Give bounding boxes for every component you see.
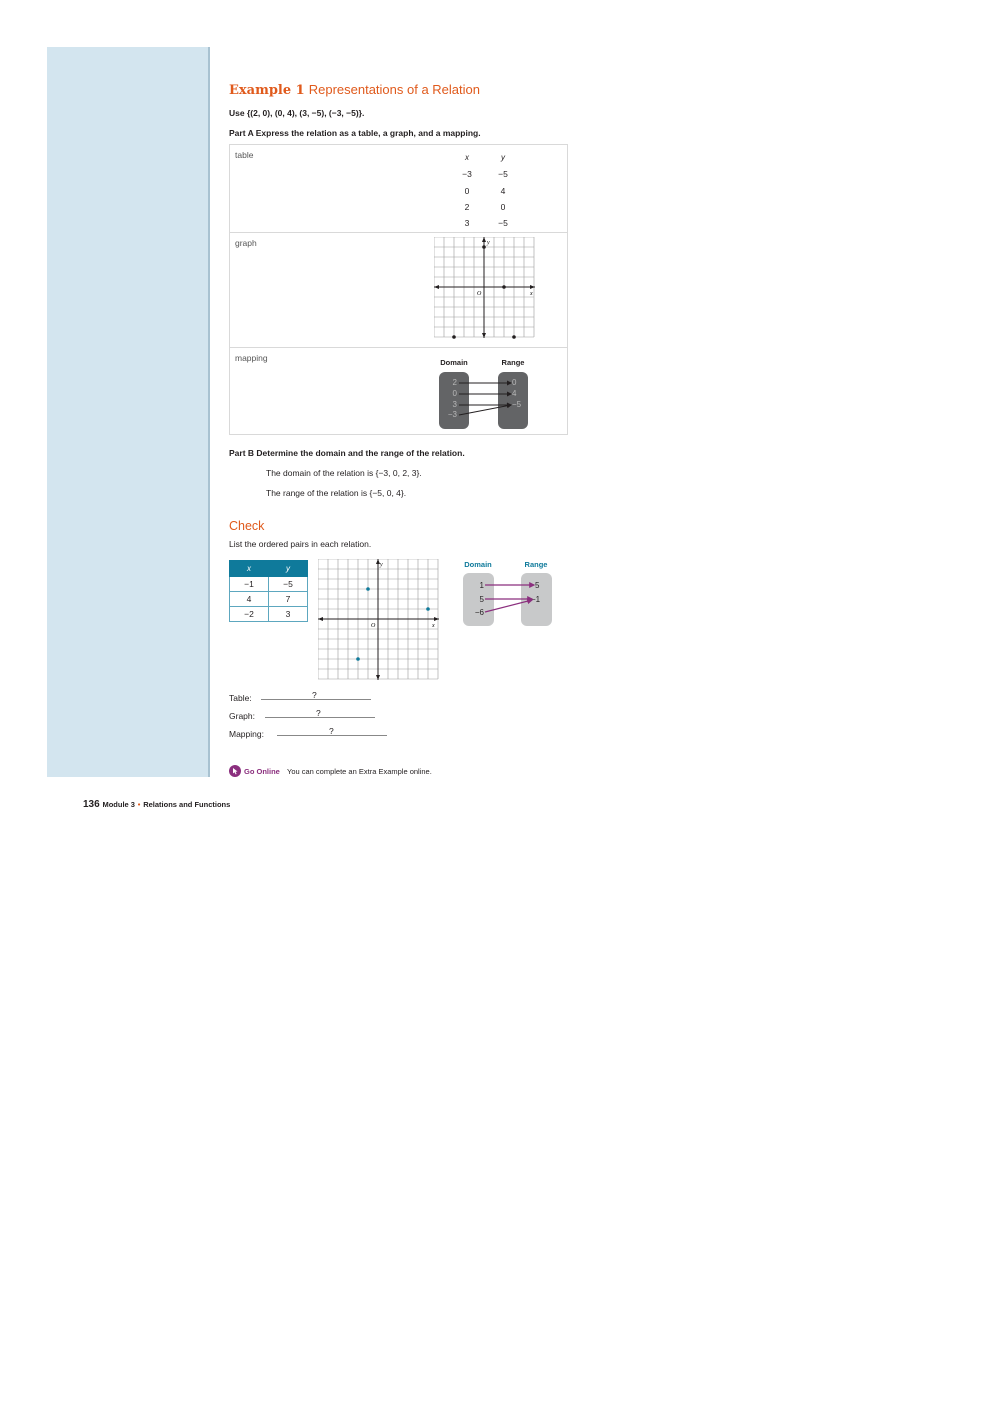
go-online-text: You can complete an Extra Example online. xyxy=(287,767,432,776)
page-number: 136 xyxy=(83,799,100,810)
rep-label-graph: graph xyxy=(235,238,257,248)
mapping-range-value: 0 xyxy=(512,378,517,387)
domain-sentence: The domain of the relation is {−3, 0, 2, 3}. xyxy=(266,468,422,478)
cursor-icon xyxy=(229,765,241,777)
module-label: Module 3 xyxy=(102,800,135,809)
mapping-arrow xyxy=(459,405,511,415)
check-graph xyxy=(318,559,440,681)
x-axis-arrow-left xyxy=(318,617,323,621)
x-axis-arrow-left xyxy=(434,285,439,289)
table-cell: −3 xyxy=(462,169,472,179)
side-rule xyxy=(208,47,210,777)
check-mapping-range-value: 5 xyxy=(535,581,540,590)
example-title: Representations of a Relation xyxy=(308,82,480,97)
plotted-point xyxy=(426,607,430,611)
check-mapping-domain-value: −6 xyxy=(474,608,484,617)
mapping-range-value: −5 xyxy=(512,400,522,409)
check-instruction: List the ordered pairs in each relation. xyxy=(229,539,372,549)
table-cell: −5 xyxy=(498,169,508,179)
check-mapping-domain-header: Domain xyxy=(464,560,492,569)
plotted-point xyxy=(452,335,456,339)
check-table-cell: 4 xyxy=(230,592,269,607)
origin-label: O xyxy=(477,291,482,297)
part-a-heading: Part A Express the relation as a table, a graph, and a mapping. xyxy=(229,128,481,138)
go-online-link[interactable]: Go Online xyxy=(244,767,280,776)
side-panel xyxy=(47,47,209,777)
representation-box xyxy=(229,144,568,435)
rep-row-mapping xyxy=(230,348,567,436)
table-cell: 2 xyxy=(464,202,470,212)
mapping-arrows xyxy=(456,372,516,429)
check-table-cell: 7 xyxy=(269,592,308,607)
use-line: Use {(2, 0), (0, 4), (3, −5), (−3, −5)}. xyxy=(229,108,365,118)
rep-label-table: table xyxy=(235,150,254,160)
answer-label-mapping: Mapping: xyxy=(229,729,264,739)
y-axis-label: y xyxy=(487,240,490,246)
table-header-x: x xyxy=(465,153,469,162)
answer-label-graph: Graph: xyxy=(229,711,255,721)
answer-mark-graph: ? xyxy=(316,708,321,718)
go-online-icon[interactable] xyxy=(229,765,241,777)
part-b-heading: Part B Determine the domain and the range of the relation. xyxy=(229,448,465,458)
x-axis-label: x xyxy=(530,291,533,297)
check-table-cell: −2 xyxy=(230,607,269,622)
mapping-domain-value: 0 xyxy=(452,389,457,398)
mapping-range-value: 4 xyxy=(512,389,517,398)
mapping-domain-value: 3 xyxy=(452,400,457,409)
table-cell: −5 xyxy=(498,218,508,228)
plotted-point xyxy=(356,657,360,661)
example-heading xyxy=(229,82,480,98)
check-table xyxy=(229,560,308,622)
answer-label-table: Table: xyxy=(229,693,252,703)
plotted-point xyxy=(366,587,370,591)
rep-row-graph xyxy=(230,233,567,348)
table-cell: 0 xyxy=(464,186,470,196)
check-mapping-arrows xyxy=(482,578,540,618)
rep-label-mapping: mapping xyxy=(235,353,268,363)
plotted-point xyxy=(502,285,506,289)
mapping-arrow xyxy=(485,600,532,612)
rep-row-table xyxy=(230,145,567,233)
example-graph xyxy=(434,237,536,340)
check-table-cell: −5 xyxy=(269,577,308,592)
footer-separator: • xyxy=(137,800,141,809)
plotted-point xyxy=(482,245,486,249)
check-mapping-range-header: Range xyxy=(524,560,548,569)
table-cell: 4 xyxy=(500,186,506,196)
chapter-title: Relations and Functions xyxy=(143,800,231,809)
table-cell: 3 xyxy=(464,218,470,228)
check-table-header-x: x xyxy=(230,561,269,577)
answer-mark-mapping: ? xyxy=(329,726,334,736)
check-mapping-range-value: −1 xyxy=(531,595,541,604)
example-number: Example 1 xyxy=(229,83,305,98)
mapping-range-header: Range xyxy=(501,358,525,367)
check-mapping-domain-value: 1 xyxy=(479,581,484,590)
y-axis-label: y xyxy=(380,562,383,568)
range-sentence: The range of the relation is {−5, 0, 4}. xyxy=(266,488,407,498)
mapping-domain-value: −3 xyxy=(447,410,457,419)
origin-label: O xyxy=(371,623,376,629)
check-table-header-y: y xyxy=(269,561,308,577)
table-header-y: y xyxy=(501,153,505,162)
plotted-point xyxy=(512,335,516,339)
check-mapping-domain-value: 5 xyxy=(479,595,484,604)
table-cell: 0 xyxy=(500,202,506,212)
mapping-domain-value: 2 xyxy=(452,378,457,387)
check-title: Check xyxy=(229,519,265,533)
x-axis-label: x xyxy=(432,623,435,629)
check-table-cell: 3 xyxy=(269,607,308,622)
y-axis-arrow-up xyxy=(482,237,486,242)
answer-mark-table: ? xyxy=(312,690,317,700)
page-footer xyxy=(83,799,230,810)
check-table-cell: −1 xyxy=(230,577,269,592)
mapping-domain-header: Domain xyxy=(440,358,468,367)
